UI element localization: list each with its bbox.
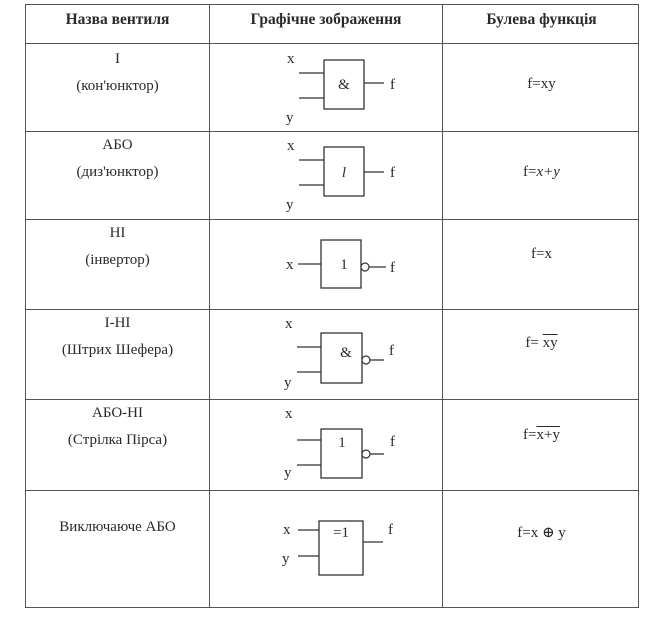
- input-y-label: y: [284, 375, 292, 391]
- function-prefix: f=: [527, 76, 541, 92]
- input-x-label: x: [287, 51, 295, 67]
- header-boolean-function: Булева функція: [486, 11, 597, 28]
- function-prefix: f=: [523, 427, 537, 443]
- gate-name-subtitle: (Штрих Шефера): [61, 342, 174, 358]
- output-f-label: f: [390, 77, 395, 93]
- input-y-label: y: [282, 551, 290, 567]
- output-f-label: f: [390, 165, 395, 181]
- gate-name-title: І-НІ: [104, 315, 131, 331]
- gate-name-title: Виключаюче АБО: [59, 519, 176, 535]
- gate-name-subtitle: (інвертор): [85, 252, 150, 268]
- gate-name-subtitle: (кон'юнктор): [76, 78, 159, 94]
- gate-name-subtitle: (диз'юнктор): [76, 164, 159, 180]
- gate-name-title: АБО: [102, 137, 133, 153]
- function-expression: $\overline{xy}$: [542, 335, 558, 351]
- input-y-label: y: [284, 465, 292, 481]
- output-f-label: f: [390, 434, 395, 450]
- gate-symbol-label: l: [341, 165, 347, 181]
- gate-symbol-label: =1: [333, 525, 349, 541]
- xor-gate-symbol: [26, 5, 640, 609]
- output-f-label: f: [388, 522, 393, 538]
- input-y-label: y: [286, 110, 294, 126]
- gate-symbol-label: &: [340, 345, 352, 361]
- input-x-label: x: [285, 406, 293, 422]
- gate-symbol-label: 1: [340, 257, 348, 273]
- input-x-label: x: [285, 316, 293, 332]
- output-f-label: f: [390, 260, 395, 276]
- gate-name-title: НІ: [109, 225, 126, 241]
- function-expression: x: [544, 246, 552, 262]
- function-expression: xy: [540, 76, 556, 92]
- input-y-label: y: [286, 197, 294, 213]
- function-prefix: f=: [517, 525, 531, 541]
- function-expression: x+y: [536, 164, 560, 180]
- logic-gates-table: [25, 4, 639, 608]
- function-expression: x+y: [536, 427, 560, 443]
- input-x-label: x: [286, 257, 294, 273]
- input-x-label: x: [287, 138, 295, 154]
- input-x-label: x: [283, 522, 291, 538]
- gate-name-title: АБО-НІ: [92, 405, 143, 421]
- function-prefix: f=: [523, 164, 537, 180]
- gate-name-title: І: [115, 51, 120, 67]
- function-expression: x ⊕ y: [530, 525, 566, 541]
- gate-name-subtitle: (Стрілка Пірса): [67, 432, 168, 448]
- function-prefix: f=: [525, 335, 543, 351]
- gate-symbol-label: 1: [338, 435, 346, 451]
- output-f-label: f: [389, 343, 394, 359]
- boolean-function-xor: [443, 523, 640, 542]
- function-prefix: f=: [531, 246, 545, 262]
- gate-symbol-label: &: [338, 77, 350, 93]
- header-graphic-symbol: Графічне зображення: [250, 11, 402, 28]
- header-gate-name: Назва вентиля: [65, 11, 170, 28]
